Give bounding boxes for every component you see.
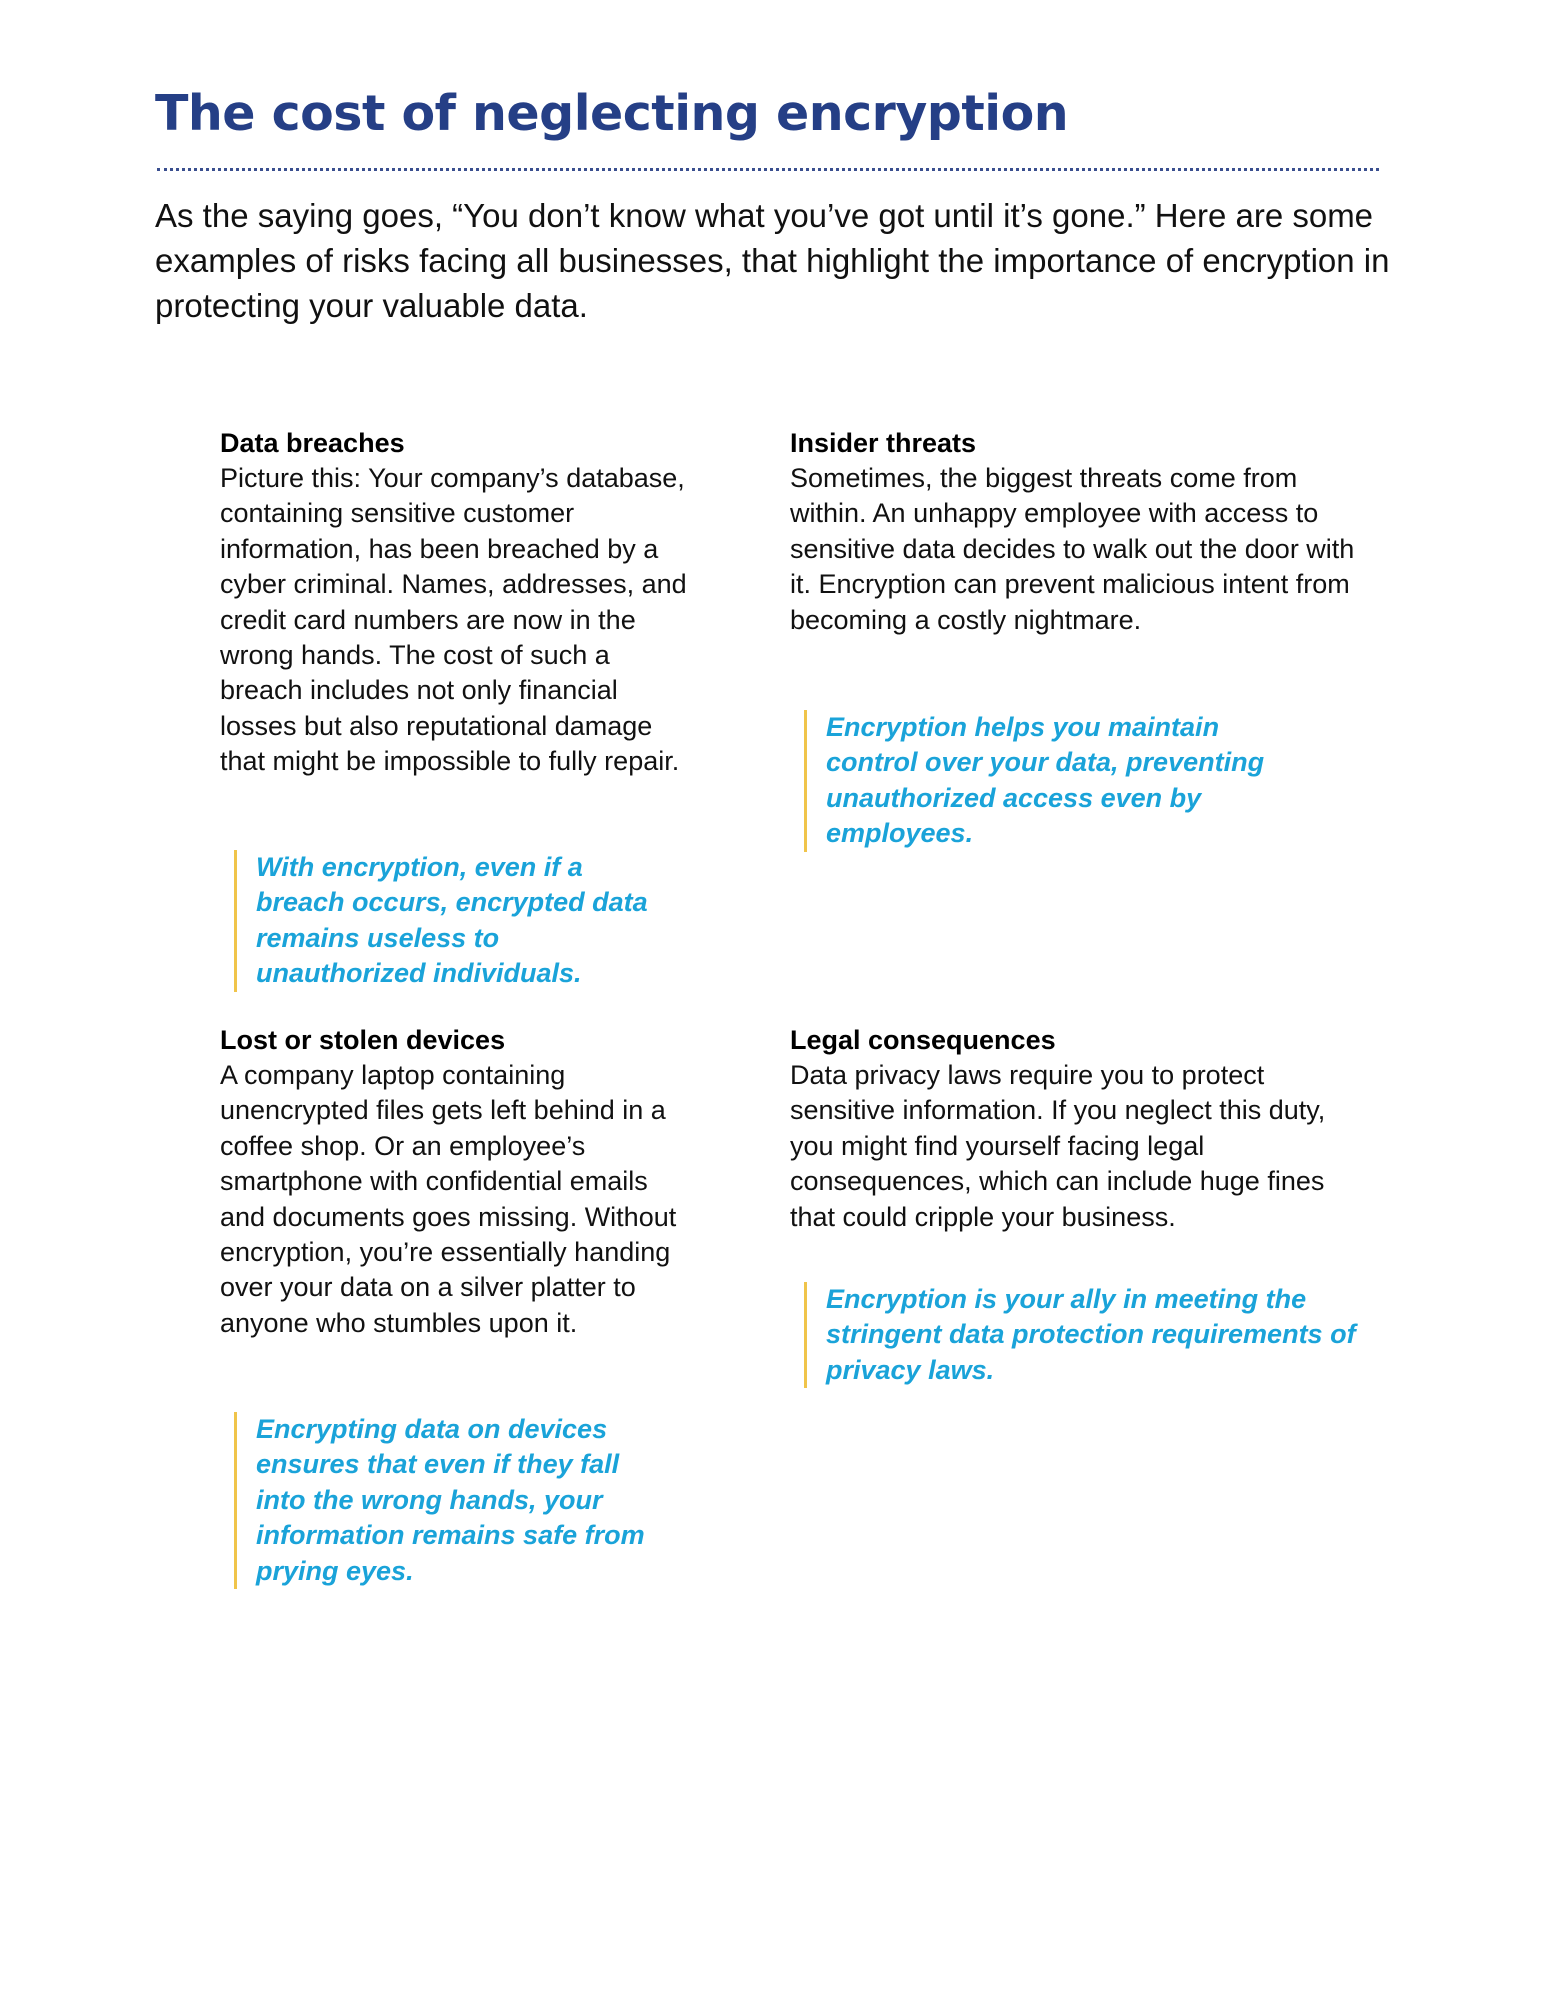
section-insider-threats	[790, 425, 1370, 638]
section-heading: Lost or stolen devices	[220, 1025, 506, 1055]
callout-text: With encryption, even if a breach occurs, encrypted data remains useless to unauthorized individuals.	[256, 852, 648, 989]
callout-data-breaches	[234, 850, 656, 992]
section-body: Picture this: Your company’s database, containing sensitive customer information, has been breached by a cyber criminal. Names, addresses, and credit card numbers are now in the wrong hands. The cost of such a breach includes not only financial losses but also reputational damage that might be impossible to fully repair.	[220, 463, 687, 777]
intro-paragraph: As the saying goes, “You don’t know what you’ve got until it’s gone.” Here are some examples of risks facing all businesses, that highlight the importance of encryption in protecting your valuable data.	[155, 197, 1390, 324]
section-body: Data privacy laws require you to protect sensitive information. If you neglect this duty, you might find yourself facing legal consequences, which can include huge fines that could cripple your business.	[790, 1060, 1326, 1232]
callout-text: Encryption is your ally in meeting the stringent data protection requirements of privacy laws.	[826, 1284, 1356, 1385]
section-legal-consequences	[790, 1022, 1350, 1235]
title-divider	[157, 168, 1379, 171]
callout-insider-threats	[804, 710, 1306, 852]
section-body: A company laptop containing unencrypted files gets left behind in a coffee shop. Or an employee’s smartphone with confidential emails and documents goes missing. Without encryption, you’re essentially handing over your data on a silver platter to anyone who stumbles upon it.	[220, 1060, 677, 1338]
callout-lost-devices	[234, 1412, 676, 1589]
section-body: Sometimes, the biggest threats come from within. An unhappy employee with access to sensitive data decides to walk out the door with it. Encryption can prevent malicious intent from becoming a costly nightmare.	[790, 463, 1355, 635]
section-data-breaches	[220, 425, 690, 780]
callout-text: Encryption helps you maintain control over your data, preventing unauthorized access even by employees.	[826, 712, 1265, 849]
section-lost-devices	[220, 1022, 695, 1341]
section-heading: Legal consequences	[790, 1025, 1056, 1055]
section-heading: Data breaches	[220, 428, 405, 458]
section-heading: Insider threats	[790, 428, 977, 458]
page-title: The cost of neglecting encryption	[155, 85, 1069, 142]
callout-text: Encrypting data on devices ensures that even if they fall into the wrong hands, your information remains safe from prying eyes.	[256, 1414, 645, 1586]
callout-legal-consequences	[804, 1282, 1371, 1388]
